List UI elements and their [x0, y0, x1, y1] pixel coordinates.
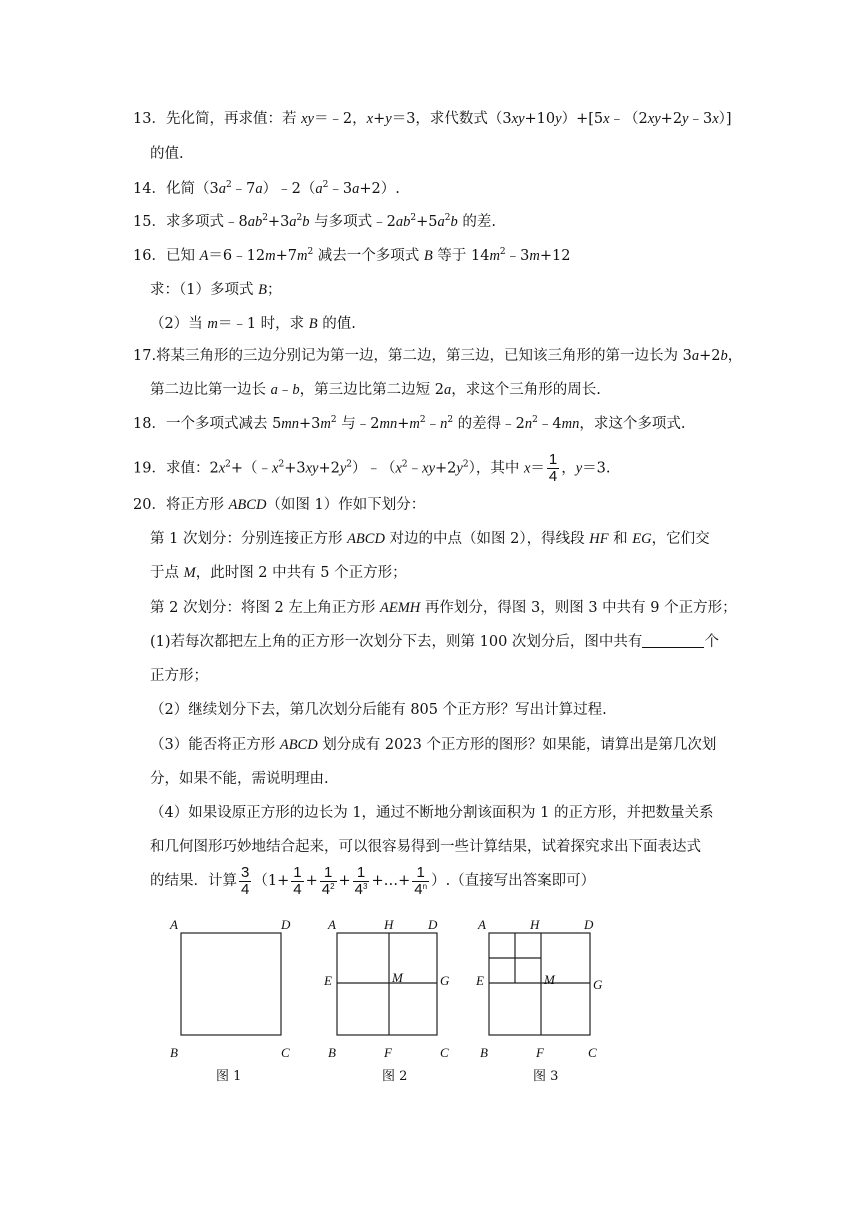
problem-20-q4-cont: 和几何图形巧妙地结合起来，可以很容易得到一些计算结果，试着探究求出下面表达式: [150, 839, 701, 855]
figure-1-caption: 图 1: [216, 1069, 242, 1084]
square-abcd: [337, 933, 437, 1035]
problem-14-text: 化简: [165, 181, 195, 197]
label-a: A: [328, 917, 336, 932]
label-f: F: [384, 1045, 392, 1060]
problem-19-text: 求值：: [165, 460, 210, 477]
label-b: B: [328, 1045, 336, 1060]
square-abcd: [489, 933, 590, 1035]
problem-20-q4: （4）如果设原正方形的边长为 1，通过不断地分割该面积为 1 的正方形，并把数量关系: [150, 805, 714, 821]
problem-16-text: 已知: [165, 248, 195, 264]
label-m: M: [392, 970, 403, 985]
label-d: D: [584, 917, 594, 932]
problem-20-number: 20．: [133, 497, 166, 513]
problem-20-text: 将正方形: [165, 497, 224, 513]
problem-20: 20．将正方形 ABCD（如图 1）作如下划分：: [133, 497, 426, 513]
label-a: A: [170, 917, 178, 932]
problem-13-text: 先化简，再求值：若: [165, 111, 302, 127]
label-a: A: [478, 917, 486, 932]
problem-18-number: 18．: [133, 416, 166, 432]
label-g: G: [440, 973, 450, 988]
figure-3-caption: 图 3: [533, 1069, 559, 1084]
problem-13: 13．先化简，再求值：若 xy＝﹣2，x+y＝3，求代数式（3xy+10y）+[5x﹣（2xy+2y﹣3x）]: [133, 111, 732, 127]
problem-20-step1: 第 1 次划分：分别连接正方形 ABCD 对边的中点（如图 2），得线段 HF 和 EG，它们交: [150, 531, 710, 547]
figure-3: [475, 917, 603, 1084]
label-d: D: [428, 917, 438, 932]
label-e: E: [476, 973, 484, 988]
problem-17-cont: 第二边比第一边长 a﹣b，第三边比第二边短 2a，求这个三角形的周长.: [150, 382, 601, 398]
problem-20-step2: 第 2 次划分：将图 2 左上角正方形 AEMH 再作划分，得图 3，则图 3 中共有 9 个正方形；: [150, 600, 737, 616]
problem-20-q2: （2）继续划分下去，第几次划分后能有 805 个正方形？写出计算过程.: [150, 702, 607, 718]
problem-20-q3-cont: 分，如果不能，需说明理由.: [150, 771, 329, 787]
problem-17: 17.将某三角形的三边分别记为第一边，第二边，第三边，已知该三角形的第一边长为 3a+2b，: [133, 348, 743, 364]
square-abcd: [181, 933, 281, 1035]
label-h: H: [384, 917, 394, 932]
figure-2: [323, 917, 450, 1084]
problem-17-text: 将某三角形的三边分别记为第一边，第二边，第三边，已知该三角形的第一边长为: [156, 348, 683, 364]
problem-17-number: 17.: [133, 348, 157, 364]
problem-16-number: 16．: [133, 248, 166, 264]
label-f: F: [536, 1045, 544, 1060]
problem-18: 18．一个多项式减去 $5mn+3m^2$ 与$﹣2mn+m^2﹣n^2$ 的差得$﹣2n^2﹣4mn$，求这个多项式.: [133, 415, 686, 432]
figure-1: [169, 917, 291, 1084]
problem-16-q2: （2）当 m＝﹣1 时，求 B 的值.: [150, 316, 356, 332]
problem-19-number: 19．: [133, 460, 166, 477]
label-c: C: [281, 1045, 290, 1060]
label-c: C: [588, 1045, 597, 1060]
label-g: G: [593, 977, 603, 992]
label-e: E: [324, 973, 332, 988]
label-m: M: [544, 972, 555, 987]
label-h: H: [530, 917, 540, 932]
problem-20-q3: （3）能否将正方形 ABCD 划分成有 2023 个正方形的图形？如果能，请算出是第几次划: [150, 737, 717, 753]
problem-20-q1: (1)若每次都把左上角的正方形一次划分下去，则第 100 次划分后，图中共有 个: [150, 634, 719, 650]
label-b: B: [170, 1045, 178, 1060]
label-c: C: [440, 1045, 449, 1060]
problem-15-text: 求多项式: [165, 214, 224, 230]
label-d: D: [281, 917, 291, 932]
problem-20-q4-formula: 的结果．计算 $\frac{3}{4}$ （1+ $\frac{1}{4}$ + $\frac{1}{4^2}$ + $\frac{1}{4^3}$ +…+ $\frac{1}{4^n}$ ）.（直接写出答案即可）: [150, 863, 596, 898]
label-b: B: [480, 1045, 488, 1060]
problem-14: 14．化简$(3a^2﹣7a)﹣2(a^2﹣3a+2)$.: [133, 180, 400, 197]
figure-2-caption: 图 2: [382, 1069, 408, 1084]
problem-20-q1-cont: 正方形；: [150, 668, 208, 684]
problem-18-text: 一个多项式减去: [165, 416, 273, 432]
problem-13-number: 13．: [133, 111, 166, 127]
problem-19: 19．求值：$2x^2+(﹣x^2+3xy+2y^2)﹣(x^2﹣xy+2y^2)$，其中 x＝ $\frac{1}{4}$ ，y＝3.: [133, 451, 611, 485]
fraction-one-quarter: $\frac{1}{4}$: [548, 451, 558, 485]
problem-14-number: 14．: [133, 181, 166, 197]
problem-20-step1-cont: 于点 M，此时图 2 中共有 5 个正方形；: [150, 565, 407, 581]
problem-15: 15．求多项式$﹣8ab^2+3a^2b$ 与多项式$﹣2ab^2+5a^2b$ 的差.: [133, 213, 496, 230]
problem-16: 16．已知 $A=6﹣12m+7m^2$ 减去一个多项式 B 等于 $14m^2﹣3m+12$: [133, 247, 571, 264]
problem-15-number: 15．: [133, 214, 166, 230]
problem-13-cont: 的值.: [150, 146, 184, 162]
problem-16-q1: 求：（1）多项式 B；: [150, 282, 282, 298]
